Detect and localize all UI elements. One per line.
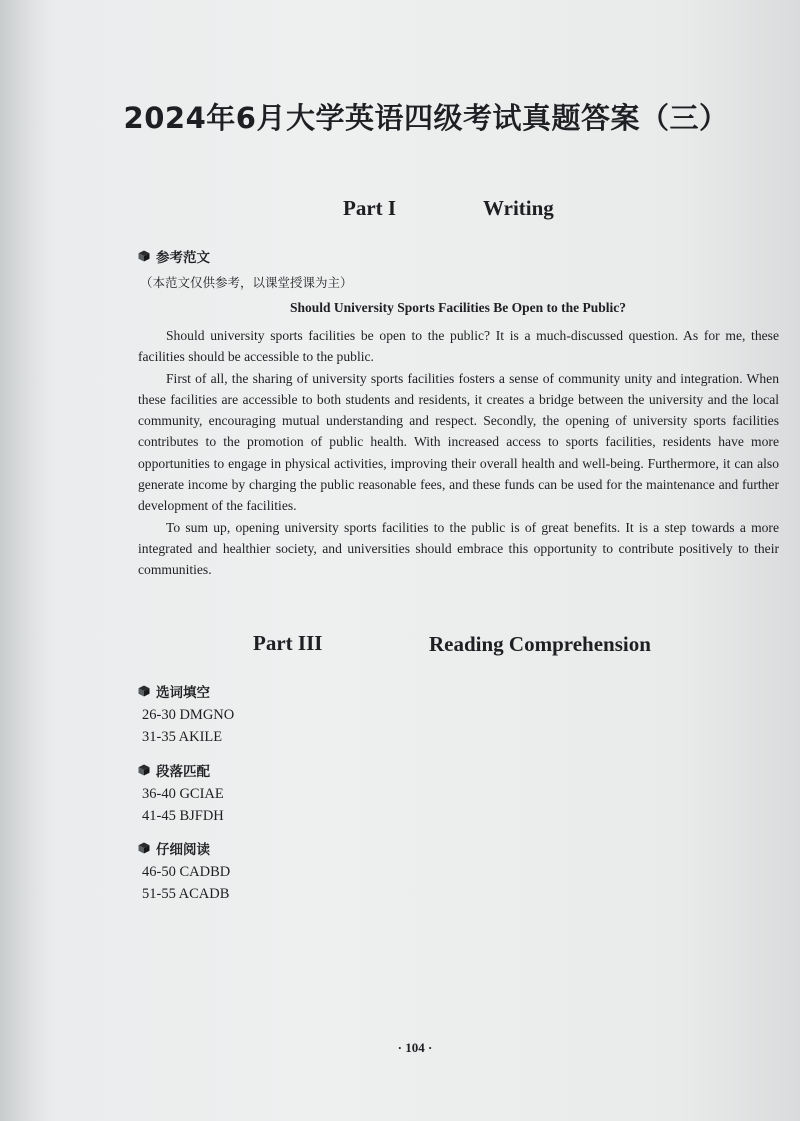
- section-label-text: 参考范文: [156, 250, 210, 266]
- section-label-matching: [138, 760, 210, 780]
- page-title: 2024年6月大学英语四级考试真题答案（三）: [123, 101, 729, 135]
- part1-number: Part I: [343, 196, 397, 220]
- answer-row: 41-45 BJFDH: [142, 807, 224, 824]
- answer-row: 51-55 ACADB: [142, 885, 230, 902]
- cube-icon: [138, 250, 150, 262]
- section-label-sample-essay: [138, 246, 210, 266]
- cube-icon: [138, 764, 150, 776]
- cube-icon: [138, 842, 150, 854]
- essay-paragraph: Should university sports facilities be open to the public? It is a much-discussed question. As for me, these facilities should be accessible to the public.: [138, 328, 779, 365]
- part1-name: Writing: [483, 196, 554, 220]
- section-label-banked-cloze: [138, 681, 210, 701]
- section-label-text: 选词填空: [156, 685, 210, 701]
- section-label-text: 仔细阅读: [156, 842, 210, 858]
- answer-row: 36-40 GCIAE: [142, 786, 224, 802]
- answer-row: 26-30 DMGNO: [142, 707, 235, 723]
- answer-row: 46-50 CADBD: [142, 864, 231, 880]
- answer-list-banked-cloze: [142, 705, 234, 748]
- section-label-careful-reading: [138, 838, 210, 858]
- answer-list-careful-reading: [142, 862, 230, 905]
- essay-paragraph: To sum up, opening university sports facilities to the public is of great benefits. It is a step towards a more integrated and healthier society, and universities should embrace this opportunity to contribute positively to their communities.: [138, 519, 779, 578]
- section-label-text: 段落匹配: [156, 764, 210, 780]
- essay-paragraph: First of all, the sharing of university sports facilities fosters a sense of community unity and integration. When these facilities are accessible to both students and residents, it creates a bridge between the university and the local community, encouraging mutual understanding and respect. Secondly, the opening of university sports facilities contributes to the promotion of public health. With increased access to sports facilities, residents have more opportunities to engage in physical activities, improving their overall health and well-being. Furthermore, it can also generate income by charging the public reasonable fees, and these funds can be used for the maintenance and further development of the facilities.: [138, 370, 779, 514]
- essay-note: （本范文仅供参考，以课堂授课为主）: [140, 275, 353, 290]
- page-number: · 104 ·: [397, 1040, 433, 1055]
- cube-icon: [138, 685, 150, 697]
- answer-row: 31-35 AKILE: [142, 728, 223, 745]
- answer-list-matching: [142, 784, 224, 827]
- essay-title: Should University Sports Facilities Be Open to the Public?: [289, 300, 627, 315]
- page-binding-shadow: [0, 0, 52, 1121]
- essay-body: [138, 325, 779, 581]
- part3-number: Part III: [253, 631, 323, 655]
- part3-name: Reading Comprehension: [429, 632, 651, 656]
